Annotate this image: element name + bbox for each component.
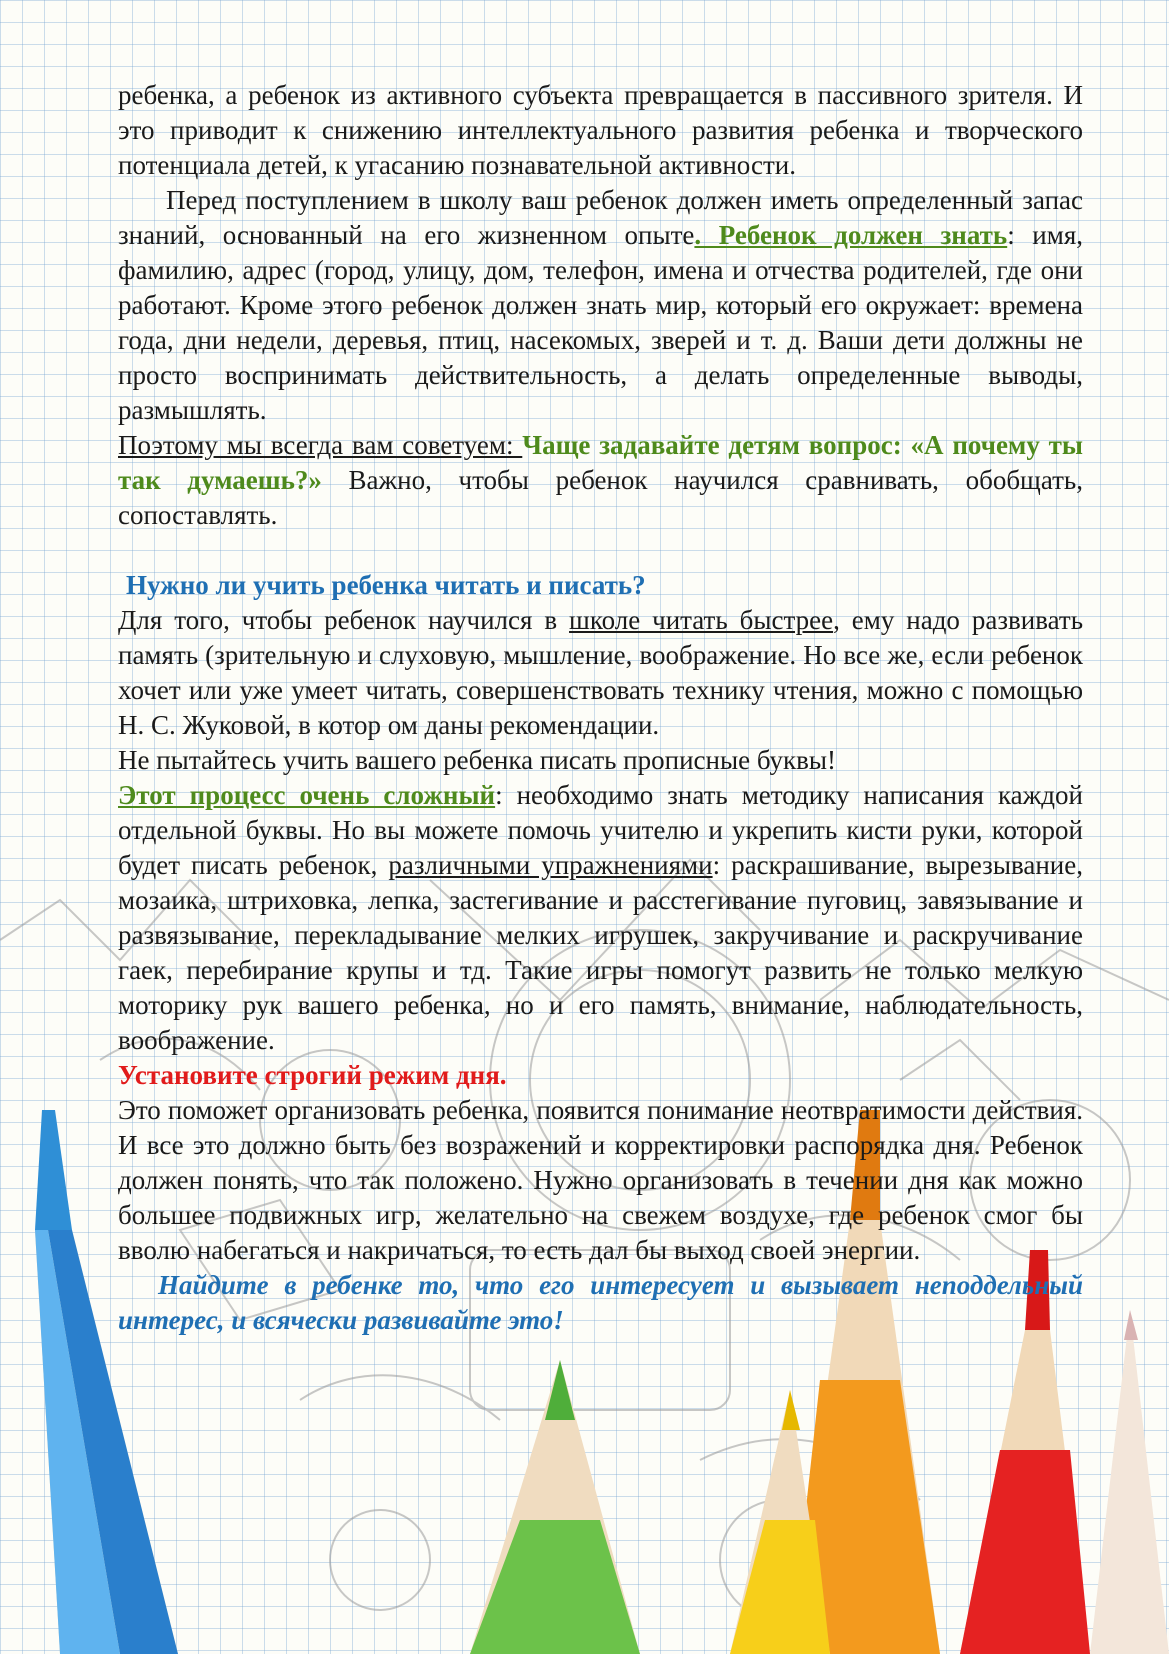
heading-reading-writing: Нужно ли учить ребенка читать и писать? (126, 570, 646, 600)
paragraph-7: Это поможет организовать ребенка, появится понимание неотвратимости действия. И все это должно быть без возражений и корректировки распорядка дня. Ребенок должен понять, что так положено. Нужно организовать в течении дня как можно большее подвижных игр, желательно на свежем воздухе, где ребенок смог бы вволю набегаться и накричаться, то есть дал бы выход своей энергии. (118, 1095, 1083, 1265)
paragraph-1: ребенка, а ребенок из активного субъекта превращается в пассивного зрителя. И это приводит к снижению интеллектуального развития ребенка и творческого потенциала детей, к угасанию познавательной активности. (118, 80, 1083, 180)
paragraph-2-text-a: Перед поступлением в школу ваш ребенок должен иметь определенный запас знаний, основанный на его жизненном опыте (118, 185, 1083, 250)
spacer (118, 533, 1083, 568)
paragraph-4-text-a: Для того, чтобы ребенок научился в (118, 605, 570, 635)
read-faster-underline: школе читать быстрее (569, 605, 834, 635)
paragraph-4 (118, 603, 1083, 743)
paragraph-6-text-b: : раскрашивание, вырезывание, мозаика, штриховка, лепка, застегивание и расстегивание пуговиц, завязывание и развязывание, перекладывание мелких игрушек, закручивание и раскручивание гаек, перебирание крупы и тд. Такие игры помогут развить не только мелкую моторику рук вашего ребенка, но и его память, внимание, наблюдательность, воображение. (118, 850, 1083, 1055)
paragraph-6-text-a: : необходимо знать методику написания каждой отдельной буквы. Но вы можете помочь учителю и укрепить кисти руки, которой будет писать ребенок, (118, 780, 1083, 880)
heading-daily-routine: Установите строгий режим дня. (118, 1060, 507, 1090)
pencil-green (470, 1360, 640, 1654)
article-body (118, 78, 1083, 1338)
closing-advice: Найдите в ребенке то, что его интересует и вызывает неподдельный интерес, и всячески развивайте это! (118, 1270, 1083, 1335)
paragraph-3 (118, 428, 1083, 533)
paragraph-5: Не пытайтесь учить вашего ребенка писать прописные буквы! (118, 745, 837, 775)
complex-process-highlight: Этот процесс очень сложный (118, 780, 496, 810)
paragraph-4-text-b: , ему надо развивать память (зрительную и слуховую, мышление, воображение. Но все же, если ребенок хочет или уже умеет читать, совершенствовать технику чтения, можно с помощью Н. С. Жуковой, в котор ом даны рекомендации. (118, 605, 1084, 740)
must-know-highlight: . Ребенок должен знать (694, 220, 1008, 250)
paragraph-3-text-b: Важно, чтобы ребенок научился сравнивать, обобщать, сопоставлять. (118, 465, 1083, 530)
advice-lead-in: Поэтому мы всегда вам советуем: (118, 430, 523, 460)
paragraph-2-text-b: : имя, фамилию, адрес (город, улицу, дом, телефон, имена и отчества родителей, где они работают. Кроме этого ребенок должен знать мир, который его окружает: времена года, дни недели, деревья, птиц, насекомых, зверей и т. д. Ваши дети должны не просто воспринимать действительность, а делать определенные выводы, размышлять. (118, 220, 1083, 425)
exercises-underline: различными упражнениями (388, 850, 713, 880)
pencil-white (1090, 1310, 1169, 1654)
paragraph-6 (118, 778, 1083, 1058)
paragraph-2 (118, 183, 1083, 428)
advice-question-highlight: Чаще задавайте детям вопрос: «А почему ты так думаешь?» (118, 430, 1083, 495)
